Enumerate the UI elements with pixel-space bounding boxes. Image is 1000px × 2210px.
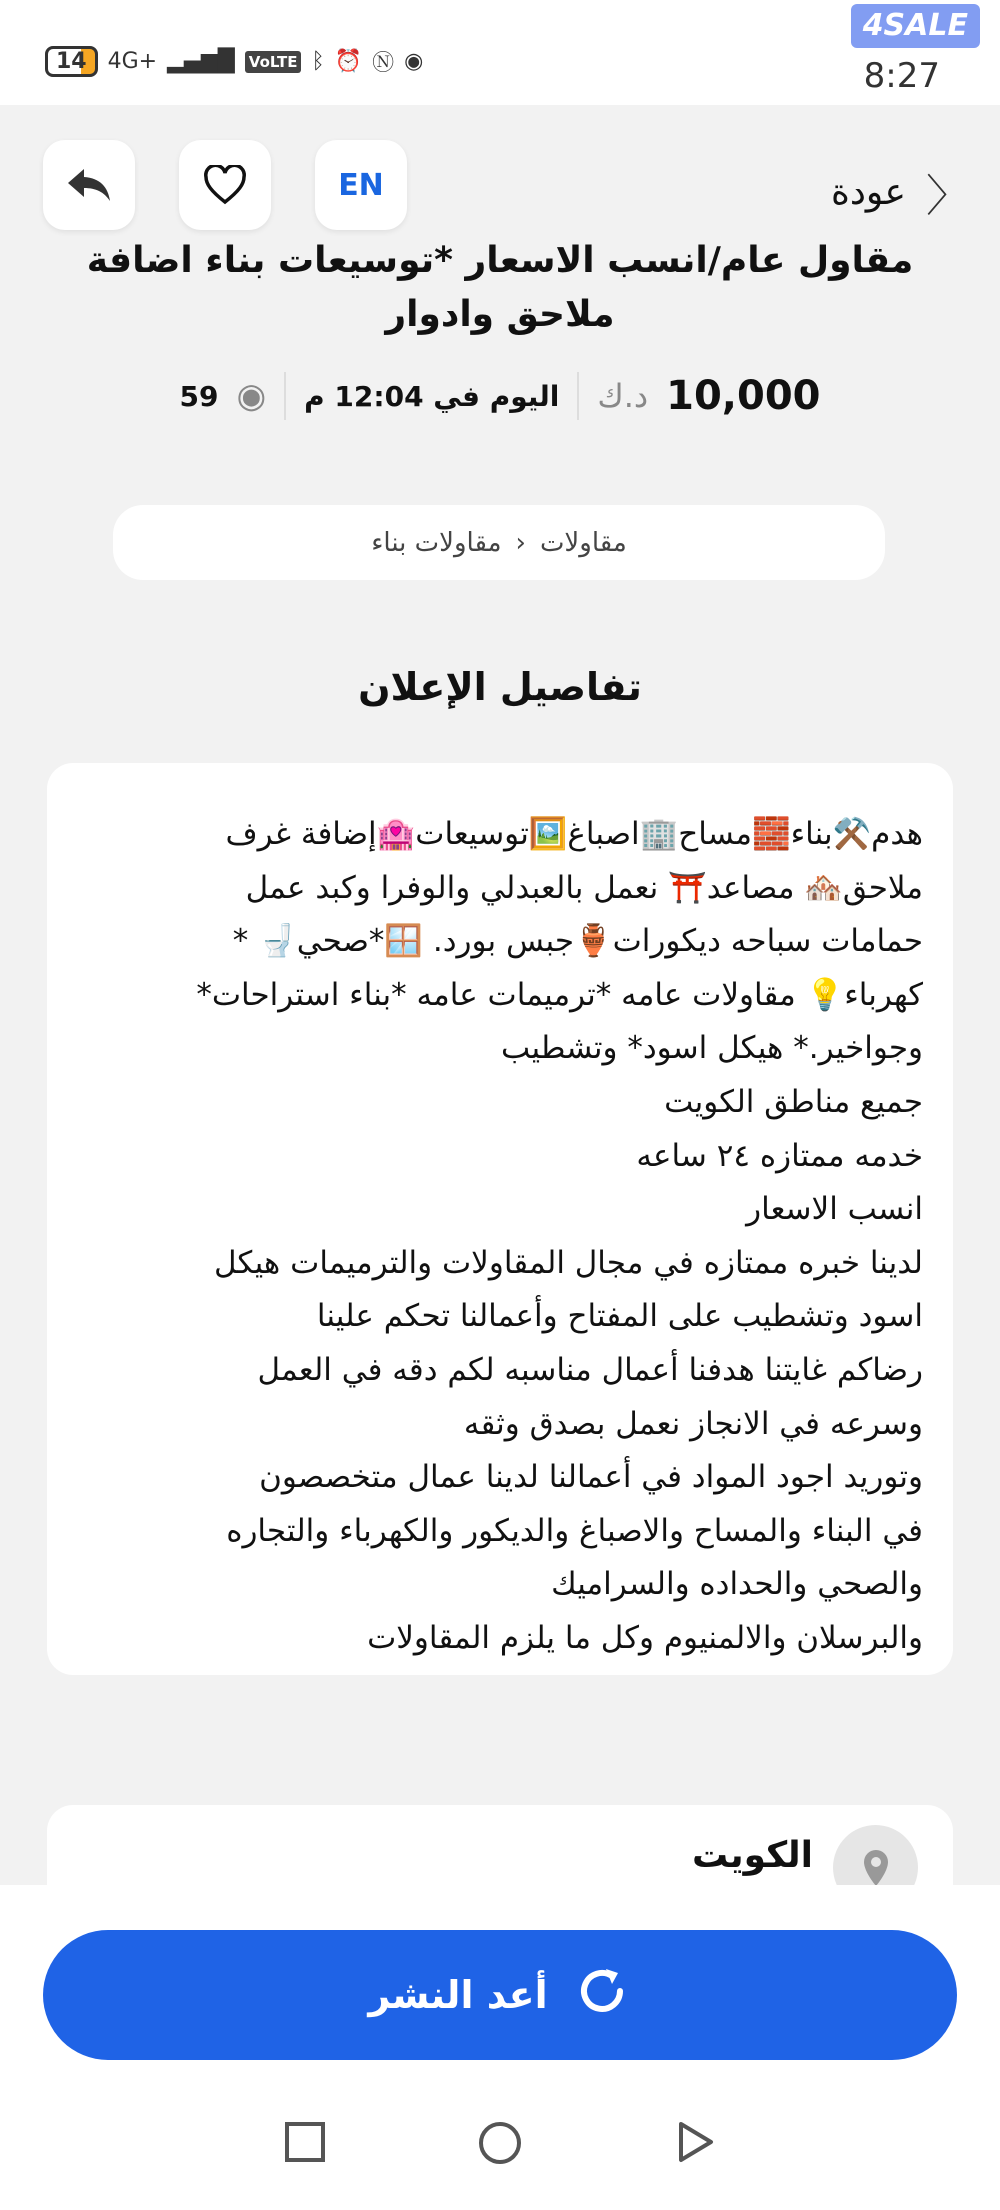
nfc-icon: Ⓝ bbox=[372, 51, 395, 76]
bluetooth-icon: ᛒ bbox=[311, 49, 325, 74]
breadcrumb bbox=[113, 505, 885, 580]
breadcrumb-item[interactable]: مقاولات bbox=[539, 527, 627, 558]
description-line: خدمه ممتازه ٢٤ ساعه bbox=[636, 1137, 923, 1174]
description-line: رضاكم غايتنا هدفنا أعمال مناسبه لكم دقه في العمل bbox=[257, 1351, 923, 1388]
back-button[interactable] bbox=[831, 160, 970, 224]
refresh-icon bbox=[572, 1961, 632, 2030]
description-line: وجواخير.* هيكل اسود* وتشطيب bbox=[501, 1030, 923, 1067]
posted-time: اليوم في 12:04 م bbox=[304, 379, 560, 413]
description-line: لدينا خبره ممتازه في مجال المقاولات والترميمات هيكل bbox=[213, 1244, 923, 1281]
listing-title-line2: ملاحق وادوار bbox=[385, 294, 615, 335]
volte-icon: VoLTE bbox=[245, 51, 302, 73]
battery-icon: 14 bbox=[45, 46, 98, 77]
language-button[interactable]: EN bbox=[315, 140, 407, 230]
chevron-left-icon: 〈 bbox=[926, 171, 970, 222]
description-line: هدم⚒️بناء🧱مساح🏢اصباغ🖼️توسيعات🏩إضافة غرف bbox=[225, 816, 923, 852]
home-icon[interactable] bbox=[477, 2120, 523, 2166]
listing-meta bbox=[0, 372, 1000, 420]
back-nav-icon[interactable] bbox=[673, 2120, 717, 2164]
description-card bbox=[47, 763, 953, 1675]
share-button[interactable] bbox=[43, 140, 135, 230]
description-line: اسود وتشطيب على المفتاح وأعمالنا تحكم علينا bbox=[316, 1298, 923, 1335]
description-line: وسرعه في الانجاز نعمل بصدق وثقه bbox=[463, 1405, 923, 1442]
description-line: حمامات سباحه ديكورات🏺جبس بورد. 🪟*صحي🚽 * bbox=[232, 923, 923, 960]
chevron-icon: ‹ bbox=[515, 527, 526, 558]
network-icon: 4G+ bbox=[107, 49, 158, 74]
description-line: ملاحق🏘️ مصاعد⛩️ نعمل بالعبدلي والوفرا وكبد عمل bbox=[245, 869, 923, 906]
description-line: وتوريد اجود المواد في أعمالنا لدينا عمال متخصصون bbox=[259, 1459, 923, 1496]
repost-label: أعد النشر bbox=[368, 1973, 548, 2017]
view-count: 59 bbox=[179, 379, 219, 413]
share-icon bbox=[64, 165, 114, 205]
details-heading: تفاصيل الإعلان bbox=[358, 665, 642, 709]
divider bbox=[577, 372, 579, 420]
eye-icon: ◉ bbox=[404, 49, 424, 74]
breadcrumb-item[interactable]: مقاولات بناء bbox=[371, 527, 502, 558]
description-line: جميع مناطق الكويت bbox=[664, 1083, 923, 1120]
divider bbox=[284, 372, 286, 420]
system-nav-bar bbox=[0, 2120, 1000, 2166]
logo-watermark: 4SALE bbox=[851, 4, 980, 48]
currency: د.ك bbox=[597, 377, 649, 415]
clock: 8:27 bbox=[863, 56, 940, 96]
description-line: انسب الاسعار bbox=[746, 1191, 923, 1228]
listing-title-line1: مقاول عام/انسب الاسعار *توسيعات بناء اضافة bbox=[86, 240, 914, 281]
repost-button[interactable] bbox=[43, 1930, 957, 2060]
price: 10,000 bbox=[666, 373, 821, 419]
back-label: عودة bbox=[831, 171, 906, 213]
recents-icon[interactable] bbox=[283, 2120, 327, 2164]
eye-icon: ◉ bbox=[236, 376, 267, 416]
description-line: كهرباء💡 مقاولات عامه *ترميمات عامه *بناء استراحات* bbox=[196, 976, 923, 1013]
favorite-button[interactable] bbox=[179, 140, 271, 230]
heart-icon bbox=[203, 165, 247, 205]
status-bar bbox=[0, 0, 1000, 105]
location-label: الكويت bbox=[692, 1835, 813, 1876]
description-line: والبرسلان والالمنيوم وكل ما يلزم المقاولات bbox=[367, 1619, 923, 1656]
description-line: والصحي والحداده والسراميك bbox=[551, 1566, 923, 1603]
alarm-icon: ⏰ bbox=[334, 49, 363, 74]
description-line: في البناء والمساح والاصباغ والديكور والكهرباء والتجاره bbox=[226, 1512, 923, 1549]
signal-icon: ▂▄▆█ bbox=[167, 49, 235, 74]
